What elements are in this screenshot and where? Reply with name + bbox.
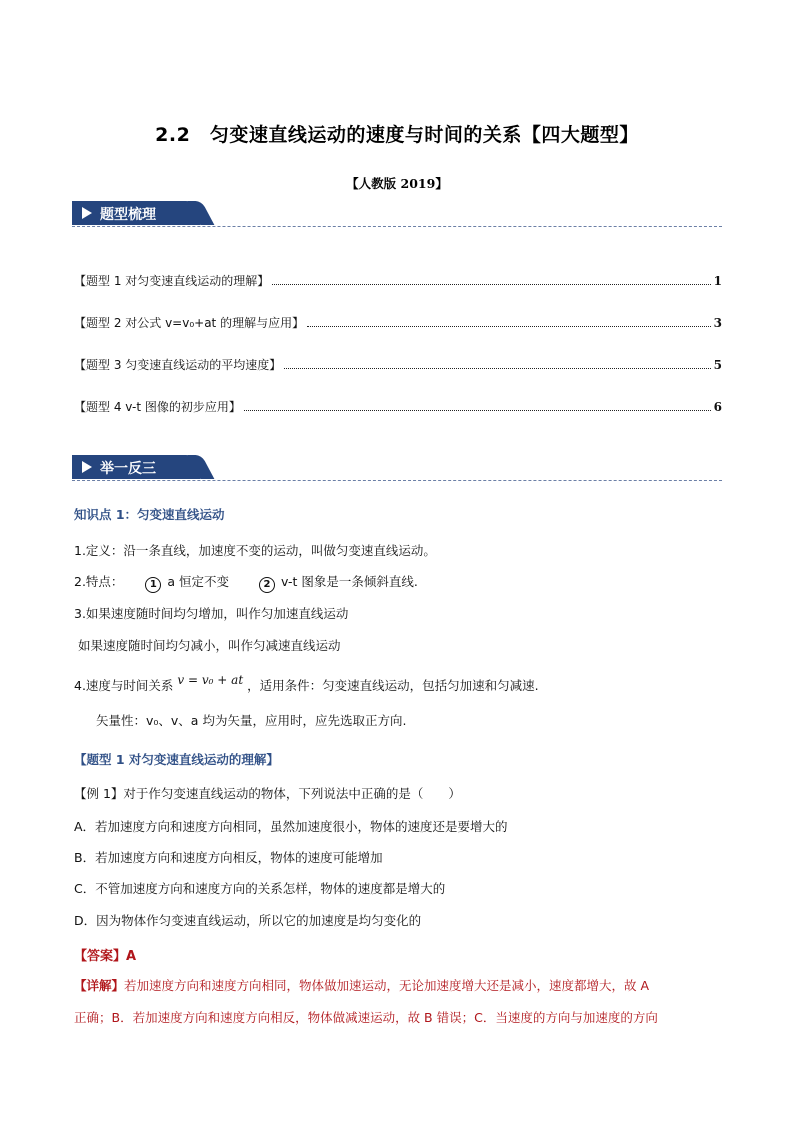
toc-page-number: 3 <box>713 316 722 330</box>
detail-label: 【详解】 <box>74 978 125 993</box>
toc-leader-dots <box>244 401 711 411</box>
toc-entry-4[interactable] <box>74 398 722 415</box>
toc-entry-1[interactable] <box>74 272 722 289</box>
detail-line-2: 正确；B．若加速度方向和速度方向相反，物体做减速运动，故 B 错误；C．当速度的方向与加速度的方向 <box>74 1010 658 1025</box>
vector-line: 矢量性：v₀、v、a 均为矢量，应用时，应先选取正方向. <box>96 713 407 728</box>
option-a[interactable]: A．若加速度方向和速度方向相同，虽然加速度很小，物体的速度还是要增大的 <box>74 819 508 834</box>
circled-number: 1 <box>145 577 161 593</box>
toc-entry-label: 【题型 1 对匀变速直线运动的理解】 <box>74 274 270 288</box>
definition-line: 1.定义：沿一条直线，加速度不变的运动，叫做匀变速直线运动。 <box>74 543 436 558</box>
practice-section-header <box>72 455 722 481</box>
knowledge-point-title: 知识点 1：匀变速直线运动 <box>74 507 225 522</box>
decel-line: 如果速度随时间均匀减小，叫作匀减速直线运动 <box>78 638 341 653</box>
feature-2: v-t 图象是一条倾斜直线. <box>280 574 418 589</box>
toc-entry-2[interactable] <box>74 314 722 331</box>
toc-entry-label: 【题型 3 匀变速直线运动的平均速度】 <box>74 358 282 372</box>
relation-line <box>74 673 724 694</box>
features-line <box>74 572 724 593</box>
section-header-label: 题型梳理 <box>100 207 156 223</box>
toc-entry-label: 【题型 4 v-t 图像的初步应用】 <box>74 400 241 414</box>
toc-page-number: 1 <box>713 274 722 288</box>
play-arrow-icon <box>82 207 92 219</box>
example-question: 【例 1】对于作匀变速直线运动的物体，下列说法中正确的是（ ） <box>74 786 461 801</box>
option-d[interactable]: D．因为物体作匀变速直线运动，所以它的加速度是均匀变化的 <box>74 913 422 928</box>
section-header-label: 举一反三 <box>100 461 156 477</box>
toc-page-number: 5 <box>713 358 722 372</box>
page-title: 2.2 匀变速直线运动的速度与时间的关系【四大题型】 <box>155 124 639 146</box>
velocity-formula: v = v₀ + at <box>177 673 244 687</box>
toc-leader-dots <box>284 359 710 369</box>
circled-number: 2 <box>259 577 275 593</box>
edition-subtitle: 【人教版 2019】 <box>346 176 448 191</box>
relation-suffix: ，适用条件：匀变速直线运动，包括匀加速和匀减速. <box>247 678 539 693</box>
detail-line-1 <box>74 976 724 994</box>
play-arrow-icon <box>82 461 92 473</box>
answer-label: 【答案】A <box>74 949 137 964</box>
features-prefix: 2.特点： <box>74 574 124 589</box>
toc-entry-3[interactable] <box>74 356 722 373</box>
dashed-divider <box>72 226 722 227</box>
type1-title: 【题型 1 对匀变速直线运动的理解】 <box>74 752 279 767</box>
option-c[interactable]: C．不管加速度方向和速度方向的关系怎样，物体的速度都是增大的 <box>74 881 446 896</box>
feature-1: a 恒定不变 <box>167 574 230 589</box>
toc-leader-dots <box>307 317 711 327</box>
toc-page-number: 6 <box>713 400 722 414</box>
dashed-divider <box>72 480 722 481</box>
detail-text: 若加速度方向和速度方向相同，物体做加速运动，无论加速度增大还是减小，速度都增大，故 A <box>124 978 650 993</box>
toc-section-header <box>72 201 722 227</box>
toc-leader-dots <box>272 275 710 285</box>
accel-line: 3.如果速度随时间均匀增加，叫作匀加速直线运动 <box>74 606 349 621</box>
toc-entry-label: 【题型 2 对公式 v=v₀+at 的理解与应用】 <box>74 316 305 330</box>
relation-prefix: 4.速度与时间关系 <box>74 678 174 693</box>
option-b[interactable]: B．若加速度方向和速度方向相反，物体的速度可能增加 <box>74 850 383 865</box>
